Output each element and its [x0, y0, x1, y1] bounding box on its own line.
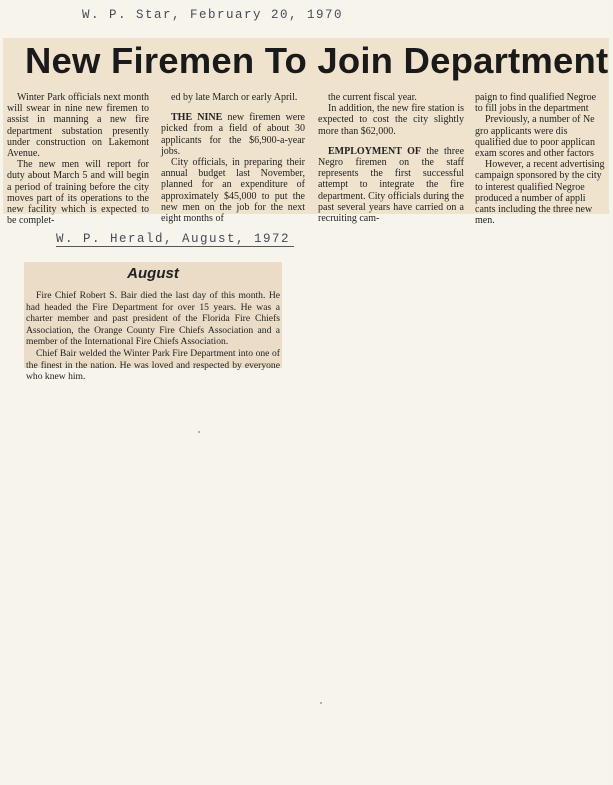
column-paragraph [161, 112, 305, 157]
paragraph-text: the three Negro firemen on the staff represents the first successful attempt to integrate the fire department. City officials during the past several years have carried on a recruiting cam- [318, 145, 465, 225]
article-column-3 [318, 92, 464, 224]
column-line: qualified due to poor applican [475, 136, 595, 148]
clipping-paragraph: Chief Bair welded the Winter Park Fire Department into one of the finest in the nation. He was loved and respected by everyone who knew him. [26, 347, 280, 383]
paragraph-lead: EMPLOYMENT OF [328, 145, 421, 157]
column-line: However, a recent advertising [485, 159, 605, 171]
column-line: paign to find qualified Negroe [475, 92, 597, 103]
column-line: to interest qualified Negroe [475, 181, 585, 193]
article-column-4 [475, 92, 613, 226]
clipping-body [26, 290, 280, 383]
clipping-paragraph: Fire Chief Robert S. Bair died the last day of this month. He had headed the Fire Department for over 15 years. He was a charter member and past president of the Florida Fire Chiefs Association, the Orange County Fire Chiefs Association and a member of the International Fire Chiefs Association. [26, 290, 280, 348]
column-line: exam scores and other factors [475, 148, 594, 160]
herald-source-label: W. P. Herald, August, 1972 [56, 232, 294, 247]
column-paragraph: the current fiscal year. [328, 92, 417, 103]
column-line: produced a number of appli [475, 192, 586, 204]
column-paragraph [318, 146, 464, 224]
column-line: campaign sponsored by the city [475, 170, 602, 182]
paragraph-text: new firemen were picked from a field of about 30 applicants for the $6,900-a-year jobs. [161, 112, 305, 157]
paper-speck [198, 431, 200, 433]
column-line: Previously, a number of Ne [485, 114, 595, 126]
article-column-1 [7, 92, 149, 226]
august-article-clipping [24, 262, 282, 383]
column-paragraph: City officials, in preparing their annual budget last November, planned for an expenditure of approximately $45,000 to put the new men on the job for the next eight months of [161, 157, 305, 225]
column-paragraph: Winter Park officials next month will swear in nine new firemen to assist in manning a new fire department substation presently under construction on Lakemont Avenue. [7, 92, 149, 160]
clipping-title: August [127, 265, 179, 282]
article-column-2 [161, 92, 305, 224]
article-headline: New Firemen To Join Department [25, 40, 609, 81]
column-line: gro applicants were dis [475, 125, 568, 137]
column-paragraph: In addition, the new fire station is expected to cost the city slightly more than $62,000. [318, 103, 464, 137]
column-paragraph: The new men will report for duty about March 5 and will begin a period of training before the city moves part of its operations to the new facility which is expected to be complet- [7, 159, 149, 227]
star-source-label: W. P. Star, February 20, 1970 [82, 8, 344, 22]
column-line: men. [475, 215, 495, 227]
column-line: cants including the three new [475, 204, 593, 216]
paragraph-lead: THE NINE [171, 112, 223, 124]
column-paragraph: ed by late March or early April. [171, 92, 298, 103]
paper-speck [320, 702, 322, 704]
column-line: to fill jobs in the department [475, 103, 589, 115]
firemen-article-clipping [3, 38, 609, 227]
